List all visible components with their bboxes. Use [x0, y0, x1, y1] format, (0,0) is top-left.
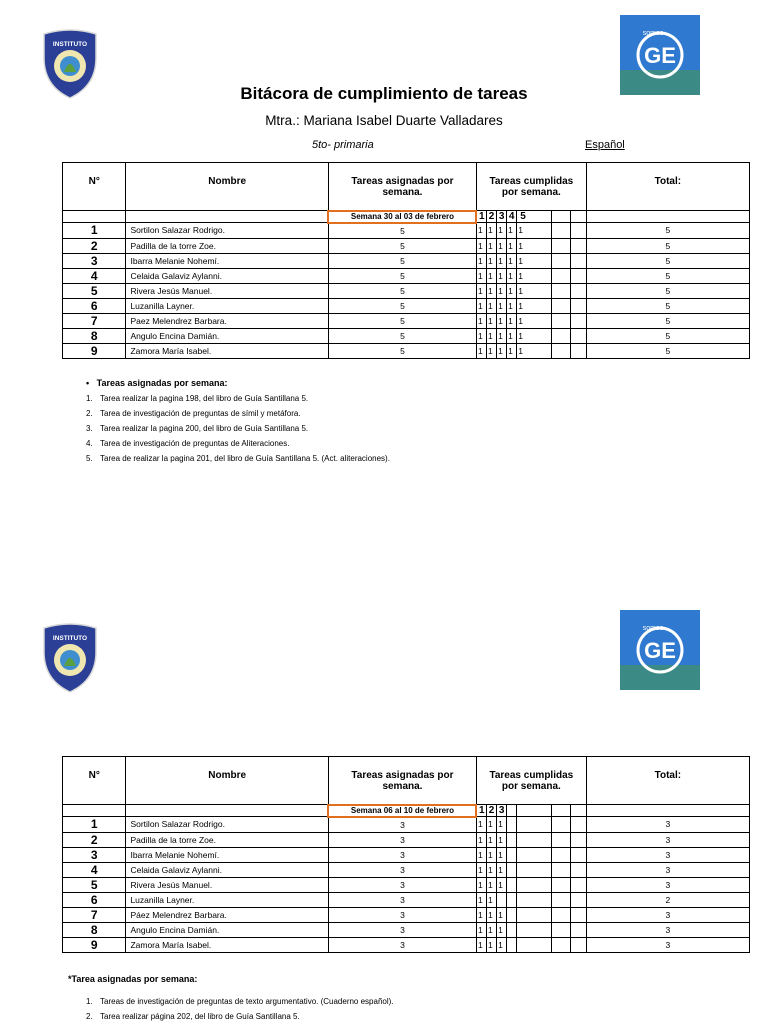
week-label: Semana 06 al 10 de febrero [328, 805, 476, 817]
done-cell: 1 [517, 283, 552, 298]
subject-label: Español [585, 139, 625, 151]
done-cell: 1 [476, 268, 486, 283]
table-row [63, 343, 750, 358]
done-cell: 1 [507, 253, 517, 268]
student-name: Celaida Galaviz Aylanni. [126, 862, 328, 877]
done-cell: 1 [497, 328, 507, 343]
done-cell: 1 [487, 922, 497, 937]
done-cell: 1 [487, 313, 497, 328]
row-number: 6 [63, 298, 126, 313]
done-cell: 1 [476, 877, 486, 892]
spacer-cell [570, 238, 586, 253]
assigned-count: 5 [328, 313, 476, 328]
table-row [63, 817, 750, 833]
row-number: 4 [63, 268, 126, 283]
note-item: 5. Tarea de realizar la pagina 201, del libro de Guía Santillana 5. (Act. aliteraciones). [86, 454, 390, 463]
done-cell [497, 892, 507, 907]
student-name: Ibarra Melanie Nohemí. [126, 847, 328, 862]
spacer-cell [570, 268, 586, 283]
done-cell: 1 [487, 817, 497, 833]
done-cell [517, 877, 552, 892]
done-cell: 1 [507, 313, 517, 328]
done-cell: 1 [517, 298, 552, 313]
spacer-cell [552, 907, 570, 922]
spacer-cell [570, 253, 586, 268]
student-name: Angulo Encina Damián. [126, 922, 328, 937]
done-cell: 1 [487, 223, 497, 239]
spacer-cell [570, 847, 586, 862]
spacer-cell [552, 328, 570, 343]
spacer-cell [570, 907, 586, 922]
row-number: 6 [63, 892, 126, 907]
done-cell: 1 [487, 832, 497, 847]
done-cell: 1 [487, 283, 497, 298]
done-cell: 1 [476, 862, 486, 877]
total-count: 5 [586, 223, 749, 239]
note-item: 2. Tarea de investigación de preguntas de símil y metáfora. [86, 409, 301, 418]
done-cell: 1 [497, 343, 507, 358]
done-cell: 1 [497, 832, 507, 847]
done-cell [507, 892, 517, 907]
done-cell [507, 877, 517, 892]
assigned-count: 5 [328, 268, 476, 283]
done-cell: 1 [507, 223, 517, 239]
spacer-cell [570, 877, 586, 892]
table-row [63, 877, 750, 892]
assigned-count: 5 [328, 238, 476, 253]
spacer-cell [570, 328, 586, 343]
student-name: Páez Melendrez Barbara. [126, 907, 328, 922]
done-cell [517, 817, 552, 833]
svg-text:somos: somos [642, 30, 664, 37]
done-cell [517, 922, 552, 937]
spacer-cell [570, 862, 586, 877]
assigned-count: 5 [328, 283, 476, 298]
spacer-cell [570, 832, 586, 847]
student-name: Luzanilla Layner. [126, 298, 328, 313]
row-number: 4 [63, 862, 126, 877]
done-cell: 1 [487, 892, 497, 907]
row-number: 2 [63, 238, 126, 253]
done-cell: 1 [476, 937, 486, 952]
assigned-count: 3 [328, 817, 476, 833]
table-row [63, 937, 750, 952]
spacer-cell [552, 253, 570, 268]
row-number: 1 [63, 817, 126, 833]
done-cell: 1 [517, 238, 552, 253]
note-item: 1. Tareas de investigación de preguntas de texto argumentativo. (Cuaderno español). [86, 997, 394, 1006]
done-cell: 1 [476, 238, 486, 253]
week-col-5: 5 [517, 211, 552, 223]
assigned-count: 3 [328, 847, 476, 862]
week-col-2: 2 [487, 805, 497, 817]
homework-table-week1 [62, 162, 750, 359]
table-row [63, 253, 750, 268]
total-count: 5 [586, 298, 749, 313]
total-count: 3 [586, 847, 749, 862]
done-cell: 1 [476, 892, 486, 907]
done-cell: 1 [476, 922, 486, 937]
done-cell: 1 [507, 343, 517, 358]
student-name: Ibarra Melanie Nohemí. [126, 253, 328, 268]
table-row [63, 328, 750, 343]
assigned-count: 3 [328, 907, 476, 922]
header-name: Nombre [126, 163, 328, 211]
done-cell: 1 [487, 343, 497, 358]
spacer-cell [570, 937, 586, 952]
spacer-cell [552, 343, 570, 358]
spacer-cell [570, 922, 586, 937]
header-name: Nombre [126, 757, 328, 805]
student-name: Celaida Galaviz Aylanni. [126, 268, 328, 283]
row-number: 3 [63, 847, 126, 862]
done-cell: 1 [476, 817, 486, 833]
row-number: 5 [63, 283, 126, 298]
done-cell: 1 [487, 253, 497, 268]
header-total: Total: [586, 163, 749, 211]
spacer-cell [570, 343, 586, 358]
spacer-cell [552, 223, 570, 239]
table-row [63, 268, 750, 283]
spacer-cell [570, 298, 586, 313]
done-cell: 1 [507, 283, 517, 298]
table-row [63, 298, 750, 313]
done-cell: 1 [517, 313, 552, 328]
done-cell: 1 [497, 817, 507, 833]
done-cell: 1 [517, 343, 552, 358]
done-cell: 1 [517, 253, 552, 268]
done-cell [507, 907, 517, 922]
assigned-count: 3 [328, 922, 476, 937]
done-cell: 1 [497, 922, 507, 937]
week-col-1: 1 [476, 211, 486, 223]
student-name: Rivera Jesús Manuel. [126, 877, 328, 892]
row-number: 9 [63, 937, 126, 952]
note-item: 4. Tarea de investigación de preguntas de Aliteraciones. [86, 439, 290, 448]
spacer-cell [552, 937, 570, 952]
spacer-cell [552, 817, 570, 833]
done-cell: 1 [487, 238, 497, 253]
row-number: 3 [63, 253, 126, 268]
done-cell [517, 907, 552, 922]
table-row [63, 907, 750, 922]
total-count: 5 [586, 268, 749, 283]
student-name: Paez Melendrez Barbara. [126, 313, 328, 328]
done-cell: 1 [487, 862, 497, 877]
assigned-count: 5 [328, 223, 476, 239]
spacer-cell [552, 892, 570, 907]
student-name: Zamora María Isabel. [126, 937, 328, 952]
svg-text:INSTITUTO: INSTITUTO [52, 635, 88, 642]
week-col-3: 3 [497, 805, 507, 817]
week-col-5 [517, 805, 552, 817]
notes-title: • Tareas asignadas por semana: [86, 378, 228, 388]
note-item: 2. Tarea realizar página 202, del libro de Guía Santillana 5. [86, 1012, 300, 1021]
notes-week2 [68, 974, 394, 1024]
student-name: Padilla de la torre Zoe. [126, 832, 328, 847]
header-num: N° [63, 163, 126, 211]
done-cell: 1 [507, 298, 517, 313]
week-col-3: 3 [497, 211, 507, 223]
done-cell: 1 [487, 847, 497, 862]
header-num: N° [63, 757, 126, 805]
assigned-count: 5 [328, 343, 476, 358]
done-cell: 1 [476, 832, 486, 847]
total-count: 5 [586, 313, 749, 328]
done-cell: 1 [487, 937, 497, 952]
done-cell: 1 [497, 253, 507, 268]
spacer-cell [570, 223, 586, 239]
row-number: 1 [63, 223, 126, 239]
total-count: 5 [586, 253, 749, 268]
spacer-cell [552, 283, 570, 298]
done-cell [507, 862, 517, 877]
done-cell: 1 [487, 907, 497, 922]
table-row [63, 847, 750, 862]
assigned-count: 3 [328, 892, 476, 907]
done-cell [517, 847, 552, 862]
notes-title: *Tarea asignadas por semana: [68, 974, 198, 984]
page-title: Bitácora de cumplimiento de tareas [240, 84, 528, 103]
table-row [63, 313, 750, 328]
header-done: Tareas cumplidas por semana. [476, 757, 586, 805]
header-assigned: Tareas asignadas por semana. [328, 757, 476, 805]
svg-text:GE: GE [644, 43, 676, 68]
done-cell: 1 [497, 238, 507, 253]
done-cell [507, 922, 517, 937]
assigned-count: 5 [328, 253, 476, 268]
spacer-cell [570, 283, 586, 298]
week-col-1: 1 [476, 805, 486, 817]
spacer-cell [552, 877, 570, 892]
spacer-cell [552, 847, 570, 862]
total-count: 2 [586, 892, 749, 907]
done-cell: 1 [497, 877, 507, 892]
row-number: 7 [63, 907, 126, 922]
done-cell: 1 [517, 328, 552, 343]
total-count: 3 [586, 862, 749, 877]
table-row [63, 922, 750, 937]
notes-week1 [86, 378, 390, 468]
assigned-count: 5 [328, 328, 476, 343]
total-count: 3 [586, 832, 749, 847]
assigned-count: 3 [328, 877, 476, 892]
done-cell: 1 [487, 877, 497, 892]
assigned-count: 5 [328, 298, 476, 313]
total-count: 5 [586, 238, 749, 253]
done-cell [507, 847, 517, 862]
done-cell: 1 [497, 223, 507, 239]
done-cell: 1 [476, 223, 486, 239]
spacer-cell [570, 313, 586, 328]
done-cell [517, 832, 552, 847]
table-row [63, 283, 750, 298]
spacer-cell [552, 832, 570, 847]
done-cell: 1 [487, 328, 497, 343]
done-cell: 1 [476, 907, 486, 922]
student-name: Luzanilla Layner. [126, 892, 328, 907]
done-cell [517, 892, 552, 907]
done-cell: 1 [517, 268, 552, 283]
done-cell [517, 937, 552, 952]
note-item: 1. Tarea realizar la pagina 198, del libro de Guía Santillana 5. [86, 394, 309, 403]
assigned-count: 3 [328, 832, 476, 847]
done-cell: 1 [517, 223, 552, 239]
table-row [63, 892, 750, 907]
week-col-4 [507, 805, 517, 817]
done-cell: 1 [476, 253, 486, 268]
grade-label: 5to- primaria [312, 139, 374, 151]
table-row [63, 862, 750, 877]
done-cell: 1 [497, 313, 507, 328]
week-label: Semana 30 al 03 de febrero [328, 211, 476, 223]
ge-logo-bottom [620, 610, 700, 695]
done-cell: 1 [497, 907, 507, 922]
done-cell: 1 [476, 298, 486, 313]
total-count: 3 [586, 817, 749, 833]
done-cell: 1 [507, 268, 517, 283]
done-cell: 1 [497, 268, 507, 283]
done-cell: 1 [507, 238, 517, 253]
student-name: Sortilon Salazar Rodrigo. [126, 817, 328, 833]
done-cell [507, 817, 517, 833]
total-count: 3 [586, 907, 749, 922]
note-item: 3. Tarea realizar la pagina 200, del libro de Guía Santillana 5. [86, 424, 309, 433]
week-col-2: 2 [487, 211, 497, 223]
header-done: Tareas cumplidas por semana. [476, 163, 586, 211]
student-name: Rivera Jesús Manuel. [126, 283, 328, 298]
total-count: 3 [586, 922, 749, 937]
done-cell: 1 [497, 862, 507, 877]
school-logo-bottom [40, 622, 100, 699]
done-cell: 1 [507, 328, 517, 343]
done-cell: 1 [476, 313, 486, 328]
spacer-cell [570, 892, 586, 907]
done-cell: 1 [487, 298, 497, 313]
spacer-cell [552, 313, 570, 328]
done-cell: 1 [497, 847, 507, 862]
done-cell: 1 [476, 847, 486, 862]
table-row [63, 832, 750, 847]
done-cell [507, 937, 517, 952]
done-cell: 1 [487, 268, 497, 283]
row-number: 7 [63, 313, 126, 328]
table-row [63, 238, 750, 253]
student-name: Sortilon Salazar Rodrigo. [126, 223, 328, 239]
row-number: 2 [63, 832, 126, 847]
total-count: 5 [586, 343, 749, 358]
spacer-cell [552, 298, 570, 313]
row-number: 8 [63, 328, 126, 343]
done-cell: 1 [497, 298, 507, 313]
row-number: 5 [63, 877, 126, 892]
spacer-cell [552, 238, 570, 253]
svg-text:GE: GE [644, 638, 676, 663]
done-cell: 1 [476, 343, 486, 358]
done-cell: 1 [497, 283, 507, 298]
spacer-cell [570, 817, 586, 833]
total-count: 3 [586, 937, 749, 952]
svg-text:INSTITUTO: INSTITUTO [52, 41, 88, 48]
week-col-4: 4 [507, 211, 517, 223]
assigned-count: 3 [328, 937, 476, 952]
done-cell: 1 [476, 283, 486, 298]
table-row [63, 223, 750, 239]
header-assigned: Tareas asignadas por semana. [328, 163, 476, 211]
header-total: Total: [586, 757, 749, 805]
student-name: Angulo Encina Damián. [126, 328, 328, 343]
row-number: 8 [63, 922, 126, 937]
svg-text:somos: somos [642, 625, 664, 632]
teacher-name: Mtra.: Mariana Isabel Duarte Valladares [265, 113, 503, 128]
spacer-cell [552, 268, 570, 283]
student-name: Padilla de la torre Zoe. [126, 238, 328, 253]
spacer-cell [552, 922, 570, 937]
done-cell: 1 [497, 937, 507, 952]
done-cell: 1 [476, 328, 486, 343]
total-count: 3 [586, 877, 749, 892]
homework-table-week2 [62, 756, 750, 953]
assigned-count: 3 [328, 862, 476, 877]
row-number: 9 [63, 343, 126, 358]
student-name: Zamora María Isabel. [126, 343, 328, 358]
done-cell [507, 832, 517, 847]
spacer-cell [552, 862, 570, 877]
done-cell [517, 862, 552, 877]
total-count: 5 [586, 328, 749, 343]
total-count: 5 [586, 283, 749, 298]
